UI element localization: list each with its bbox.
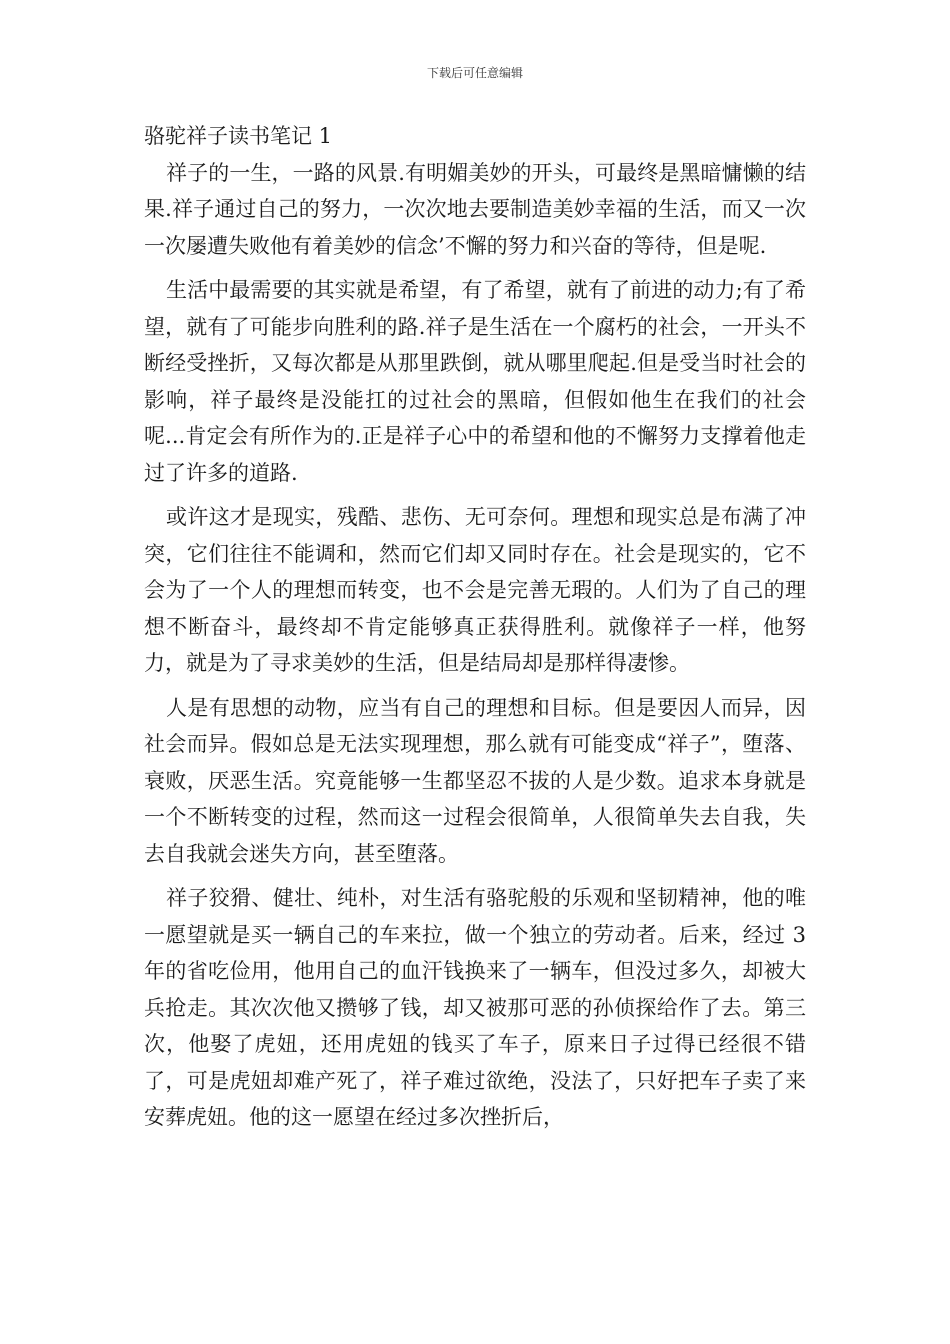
paragraph-3: 或许这才是现实，残酷、悲伤、无可奈何。理想和现实总是布满了冲突，它们往往不能调和，然而它们却又同时存在。社会是现实的，它不会为了一个人的理想而转变，也不会是完善无瑕的。人们为了自己的理想不断奋斗，最终却不肯定能够真正获得胜利。就像祥子一样，他努力，就是为了寻求美妙的生活，但是结局却是那样得凄惨。 [144,505,806,675]
document-title: 骆驼祥子读书笔记 1 [144,124,333,148]
paragraph-1: 祥子的一生，一路的风景.有明媚美妙的开头，可最终是黑暗慵懒的结果.祥子通过自己的努力，一次次地去要制造美妙幸福的生活，而又一次一次屡遭失败他有着美妙的信念’不懈的努力和兴奋的等待，但是呢. [144,160,806,258]
paragraph-4: 人是有思想的动物，应当有自己的理想和目标。但是要因人而异，因社会而异。假如总是无法实现理想，那么就有可能变成“祥子”，堕落、衰败，厌恶生活。究竟能够一生都坚忍不拔的人是少数。追求本身就是一个不断转变的过程，然而这一过程会很简单，人很简单失去自我，失去自我就会迷失方向，甚至堕落。 [144,695,806,866]
paragraph-2: 生活中最需要的其实就是希望，有了希望，就有了前进的动力;有了希望，就有了可能步向胜利的路.祥子是生活在一个腐朽的社会，一开头不断经受挫折，又每次都是从那里跌倒，就从哪里爬起.但是受当时社会的影响，祥子最终是没能扛的过社会的黑暗，但假如他生在我们的社会呢...肯定会有所作为的.正是祥子心中的希望和他的不懈努力支撑着他走过了许多的道路. [144,278,806,485]
document-body [144,118,806,1144]
page-header: 下载后可任意编辑 [426,66,523,80]
paragraph-5: 祥子狡猾、健壮、纯朴，对生活有骆驼般的乐观和坚韧精神，他的唯一愿望就是买一辆自己的车来拉，做一个独立的劳动者。后来，经过 3 年的省吃俭用，他用自己的血汗钱换来了一辆车，但没过多久，却被大兵抢走。其次次他又攒够了钱，却又被那可恶的孙侦探给作了去。第三次，他娶了虎妞，还用虎妞的钱买了车子，原来日子过得已经很不错了，可是虎妞却难产死了，祥子难过欲绝，没法了，只好把车子卖了来安葬虎妞。他的这一愿望在经过多次挫折后， [144,886,806,1129]
